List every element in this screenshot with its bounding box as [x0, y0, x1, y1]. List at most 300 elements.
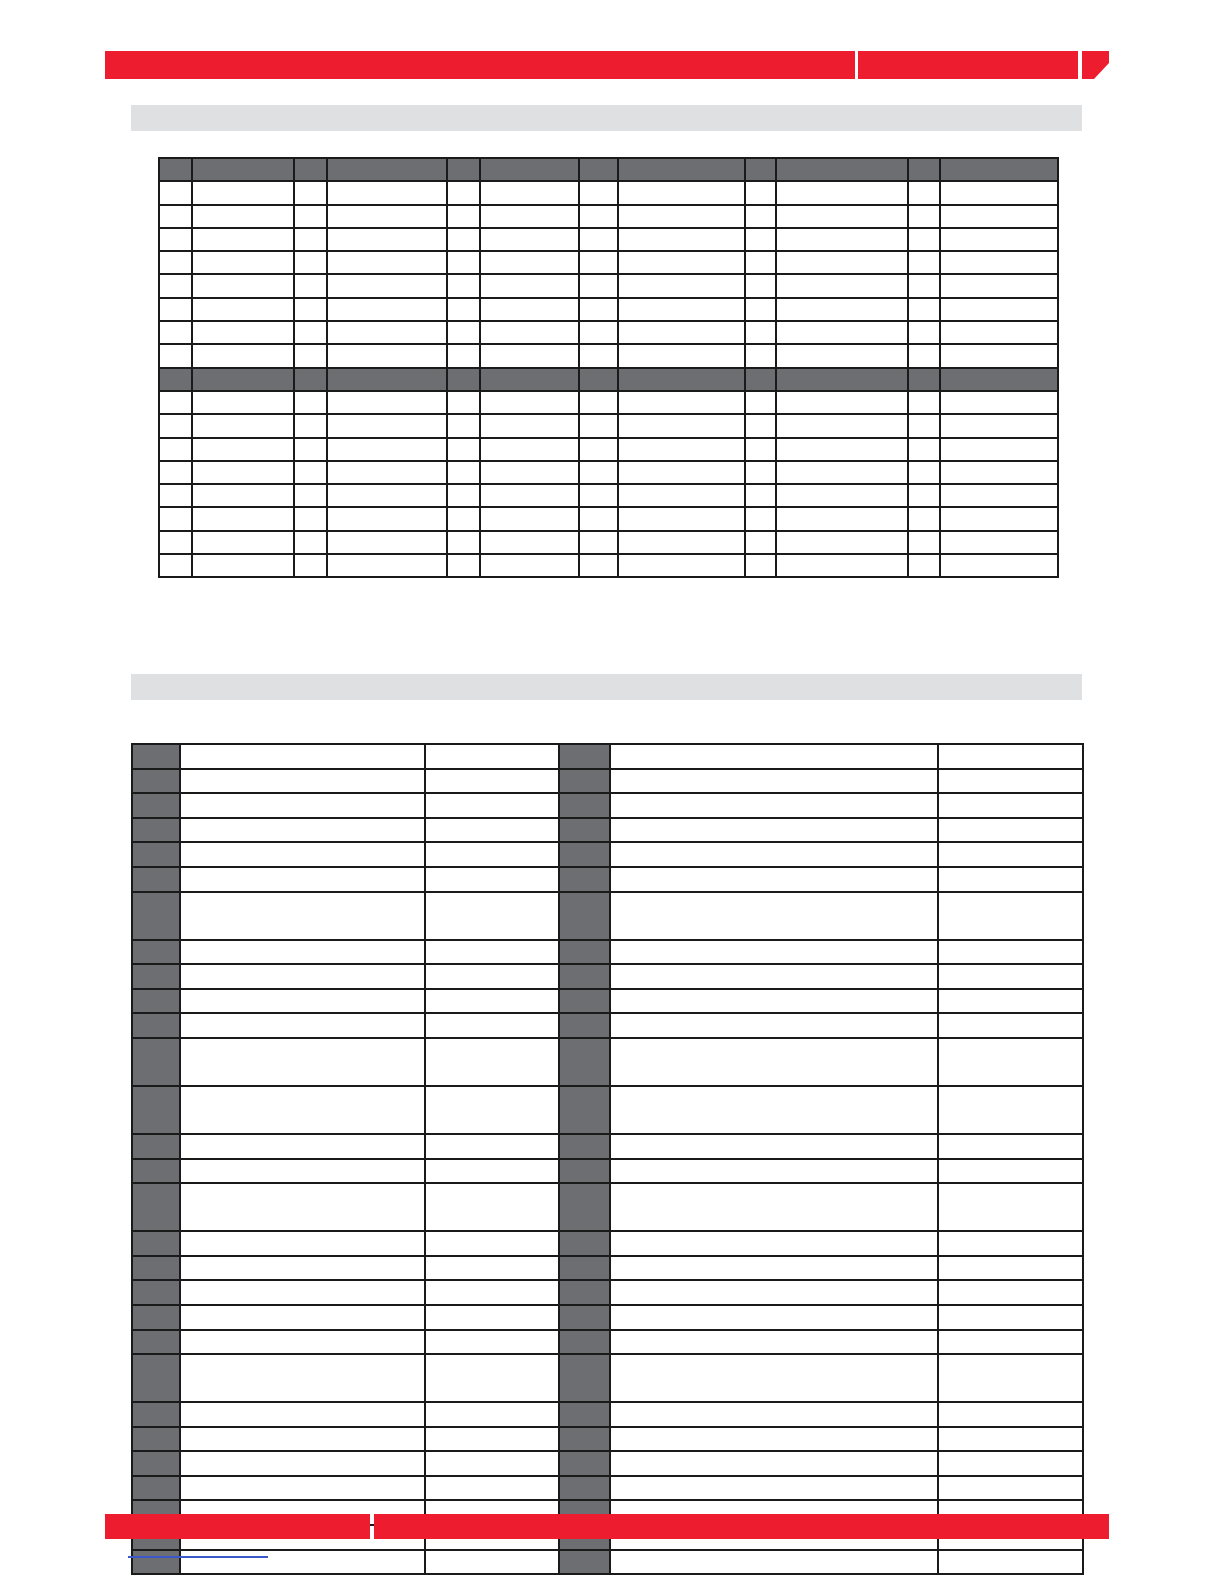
table-row — [132, 989, 1083, 1014]
table-cell — [180, 769, 425, 794]
table-cell — [425, 1330, 559, 1355]
table-cell — [180, 842, 425, 867]
code-cell — [132, 867, 180, 892]
table-cell — [425, 1256, 559, 1281]
table-cell — [618, 251, 745, 274]
table-cell — [180, 1159, 425, 1184]
table-cell — [908, 438, 940, 461]
table-cell — [180, 1013, 425, 1038]
table-cell — [180, 1305, 425, 1330]
code-cell — [559, 1354, 610, 1402]
table-cell — [447, 158, 480, 181]
table-cell — [908, 461, 940, 484]
table-cell — [447, 461, 480, 484]
table-cell — [327, 484, 447, 507]
table-row — [132, 769, 1083, 794]
code-cell — [132, 1280, 180, 1305]
footer-left-bar — [105, 1514, 370, 1539]
table-cell — [579, 531, 618, 554]
table-cell — [180, 1402, 425, 1427]
code-cell — [559, 1280, 610, 1305]
table-cell — [425, 744, 559, 769]
table-cell — [938, 867, 1083, 892]
table-cell — [192, 554, 294, 577]
table-cell — [294, 368, 327, 391]
table-cell — [447, 391, 480, 414]
table-cell — [192, 484, 294, 507]
table-cell — [618, 484, 745, 507]
table-cell — [579, 298, 618, 321]
table-cell — [940, 321, 1058, 344]
table-cell — [294, 484, 327, 507]
table-cell — [579, 344, 618, 367]
table-cell — [447, 368, 480, 391]
table-cell — [579, 228, 618, 251]
table-cell — [425, 1134, 559, 1159]
table-cell — [618, 344, 745, 367]
table-row — [159, 507, 1058, 530]
table-row — [132, 1427, 1083, 1452]
table-cell — [180, 1427, 425, 1452]
table-cell — [940, 414, 1058, 437]
code-cell — [132, 964, 180, 989]
table-cell — [776, 298, 908, 321]
table-cell — [745, 158, 776, 181]
table-cell — [425, 892, 559, 940]
code-cell — [132, 892, 180, 940]
table-cell — [480, 321, 579, 344]
table-cell — [192, 438, 294, 461]
table-cell — [480, 228, 579, 251]
table-cell — [180, 1256, 425, 1281]
code-cell — [559, 1550, 610, 1575]
code-cell — [132, 1476, 180, 1501]
table-cell — [294, 274, 327, 297]
table-cell — [618, 368, 745, 391]
table-cell — [776, 391, 908, 414]
table-cell — [159, 205, 192, 228]
table-cell — [327, 391, 447, 414]
table-cell — [745, 274, 776, 297]
table-row — [132, 1013, 1083, 1038]
table-cell — [159, 484, 192, 507]
section-2-title-band — [131, 674, 1082, 700]
table-cell — [938, 842, 1083, 867]
table-cell — [480, 368, 579, 391]
code-cell — [132, 818, 180, 843]
table-row — [132, 1159, 1083, 1184]
table-cell — [159, 251, 192, 274]
table-row — [132, 1183, 1083, 1231]
table-row — [159, 438, 1058, 461]
table-row — [159, 181, 1058, 204]
table-cell — [610, 940, 938, 965]
table-cell — [745, 181, 776, 204]
table-cell — [938, 892, 1083, 940]
table-cell — [938, 964, 1083, 989]
table-cell — [480, 344, 579, 367]
table-cell — [180, 744, 425, 769]
table-cell — [192, 391, 294, 414]
code-cell — [559, 940, 610, 965]
table-cell — [908, 158, 940, 181]
table-row — [132, 1451, 1083, 1476]
table-cell — [327, 251, 447, 274]
table-cell — [745, 484, 776, 507]
table-cell — [776, 461, 908, 484]
code-cell — [559, 1013, 610, 1038]
table-cell — [425, 1183, 559, 1231]
code-cell — [559, 1159, 610, 1184]
table-cell — [192, 298, 294, 321]
table-cell — [776, 274, 908, 297]
table-cell — [940, 438, 1058, 461]
table-cell — [938, 1231, 1083, 1256]
table-cell — [610, 1354, 938, 1402]
table-row — [159, 344, 1058, 367]
table-cell — [610, 964, 938, 989]
code-cell — [559, 1476, 610, 1501]
table-cell — [180, 867, 425, 892]
table-cell — [447, 298, 480, 321]
table-cell — [908, 414, 940, 437]
table-cell — [579, 181, 618, 204]
table-cell — [776, 438, 908, 461]
table-cell — [745, 554, 776, 577]
code-cell — [132, 793, 180, 818]
table-cell — [938, 1086, 1083, 1134]
table-cell — [294, 391, 327, 414]
table-cell — [618, 414, 745, 437]
table-cell — [192, 181, 294, 204]
code-cell — [559, 1183, 610, 1231]
code-cell — [132, 1183, 180, 1231]
table-cell — [327, 158, 447, 181]
table-cell — [610, 1013, 938, 1038]
code-cell — [559, 1451, 610, 1476]
table-cell — [745, 228, 776, 251]
table-cell — [159, 414, 192, 437]
table-cell — [425, 989, 559, 1014]
code-cell — [559, 1231, 610, 1256]
table-cell — [940, 368, 1058, 391]
table-row — [159, 531, 1058, 554]
grid-table — [158, 157, 1059, 578]
code-cell — [559, 1427, 610, 1452]
code-cell — [559, 818, 610, 843]
table-cell — [180, 1183, 425, 1231]
code-cell — [559, 1038, 610, 1086]
code-cell — [559, 1086, 610, 1134]
table-cell — [610, 1476, 938, 1501]
table-cell — [940, 507, 1058, 530]
table-cell — [618, 554, 745, 577]
table-cell — [938, 1280, 1083, 1305]
table-row — [132, 1330, 1083, 1355]
table-cell — [425, 1231, 559, 1256]
code-cell — [132, 744, 180, 769]
table-cell — [618, 321, 745, 344]
table-cell — [294, 251, 327, 274]
table-cell — [447, 484, 480, 507]
table-cell — [480, 251, 579, 274]
table-cell — [180, 1231, 425, 1256]
table-cell — [618, 461, 745, 484]
table-cell — [294, 414, 327, 437]
table-row — [159, 321, 1058, 344]
table-cell — [938, 1038, 1083, 1086]
table-cell — [610, 1134, 938, 1159]
table-cell — [192, 368, 294, 391]
table-cell — [610, 1038, 938, 1086]
table-cell — [294, 298, 327, 321]
code-cell — [132, 1159, 180, 1184]
table-cell — [618, 181, 745, 204]
table-cell — [579, 321, 618, 344]
table-cell — [447, 321, 480, 344]
table-cell — [480, 507, 579, 530]
code-cell — [132, 1550, 180, 1575]
table-cell — [745, 414, 776, 437]
table-cell — [745, 321, 776, 344]
table-cell — [480, 484, 579, 507]
table-cell — [192, 251, 294, 274]
table-cell — [940, 205, 1058, 228]
table-cell — [776, 251, 908, 274]
table-cell — [776, 205, 908, 228]
table-cell — [579, 158, 618, 181]
table-cell — [192, 507, 294, 530]
code-cell — [132, 1305, 180, 1330]
table-cell — [159, 554, 192, 577]
table-cell — [425, 1451, 559, 1476]
table-row — [132, 1402, 1083, 1427]
table-cell — [159, 158, 192, 181]
table-cell — [776, 554, 908, 577]
table-cell — [776, 181, 908, 204]
table-cell — [776, 414, 908, 437]
table-cell — [425, 1013, 559, 1038]
table-cell — [745, 251, 776, 274]
table-cell — [745, 391, 776, 414]
table-cell — [610, 818, 938, 843]
table-cell — [447, 228, 480, 251]
section-1-title-band — [131, 105, 1082, 131]
table-cell — [192, 461, 294, 484]
table-row — [132, 1231, 1083, 1256]
table-cell — [618, 391, 745, 414]
table-cell — [610, 1183, 938, 1231]
table-cell — [180, 1330, 425, 1355]
code-cell — [559, 989, 610, 1014]
table-cell — [425, 769, 559, 794]
table-row — [159, 228, 1058, 251]
table-cell — [294, 158, 327, 181]
table-cell — [480, 274, 579, 297]
table-cell — [610, 769, 938, 794]
table-cell — [938, 1134, 1083, 1159]
code-cell — [559, 867, 610, 892]
table-cell — [327, 274, 447, 297]
table-cell — [425, 1086, 559, 1134]
code-cell — [559, 769, 610, 794]
code-cell — [559, 964, 610, 989]
table-cell — [447, 344, 480, 367]
table-cell — [908, 368, 940, 391]
table-cell — [618, 438, 745, 461]
table-cell — [908, 228, 940, 251]
table-row — [132, 1476, 1083, 1501]
table-cell — [610, 1330, 938, 1355]
table-cell — [776, 368, 908, 391]
table-cell — [425, 1402, 559, 1427]
table-row — [132, 818, 1083, 843]
table-cell — [425, 964, 559, 989]
table-cell — [938, 744, 1083, 769]
footer-link[interactable] — [128, 1556, 268, 1558]
table-cell — [180, 1086, 425, 1134]
table-cell — [579, 368, 618, 391]
table-cell — [745, 205, 776, 228]
table-cell — [159, 298, 192, 321]
code-cell — [132, 1402, 180, 1427]
table-cell — [480, 298, 579, 321]
table-row — [159, 368, 1058, 391]
table-cell — [159, 344, 192, 367]
table-cell — [327, 438, 447, 461]
code-cell — [132, 1086, 180, 1134]
table-cell — [180, 793, 425, 818]
table-cell — [180, 1038, 425, 1086]
table-cell — [745, 461, 776, 484]
table-cell — [294, 531, 327, 554]
table-row — [159, 391, 1058, 414]
table-row — [159, 484, 1058, 507]
table-cell — [425, 1038, 559, 1086]
table-row — [132, 744, 1083, 769]
table-cell — [192, 414, 294, 437]
table-cell — [425, 1280, 559, 1305]
code-cell — [132, 1231, 180, 1256]
table-cell — [776, 321, 908, 344]
table-cell — [180, 1451, 425, 1476]
table-cell — [745, 531, 776, 554]
table-cell — [294, 344, 327, 367]
table-cell — [610, 1550, 938, 1575]
table-cell — [327, 298, 447, 321]
header-section-bar — [858, 51, 1078, 79]
table-cell — [938, 989, 1083, 1014]
table-cell — [159, 321, 192, 344]
table-cell — [776, 158, 908, 181]
table-cell — [776, 228, 908, 251]
table-row — [132, 1086, 1083, 1134]
table-cell — [610, 1280, 938, 1305]
table-row — [132, 1280, 1083, 1305]
table-cell — [294, 205, 327, 228]
table-cell — [938, 1427, 1083, 1452]
table-row — [132, 1256, 1083, 1281]
table-cell — [908, 484, 940, 507]
table-cell — [940, 228, 1058, 251]
code-cell — [559, 793, 610, 818]
table-cell — [447, 414, 480, 437]
table-cell — [579, 391, 618, 414]
table-cell — [480, 461, 579, 484]
table-cell — [610, 1256, 938, 1281]
table-cell — [908, 344, 940, 367]
table-cell — [192, 158, 294, 181]
table-cell — [294, 181, 327, 204]
table-cell — [159, 438, 192, 461]
table-cell — [940, 181, 1058, 204]
table-cell — [938, 1330, 1083, 1355]
table-cell — [447, 181, 480, 204]
table-cell — [447, 251, 480, 274]
table-cell — [480, 181, 579, 204]
table-cell — [908, 251, 940, 274]
table-cell — [447, 205, 480, 228]
table-cell — [180, 964, 425, 989]
table-cell — [610, 867, 938, 892]
table-cell — [938, 1550, 1083, 1575]
table-cell — [618, 507, 745, 530]
table-cell — [425, 940, 559, 965]
table-cell — [579, 251, 618, 274]
table-cell — [447, 274, 480, 297]
table-cell — [425, 1476, 559, 1501]
table-cell — [159, 461, 192, 484]
table-cell — [745, 344, 776, 367]
table-cell — [180, 989, 425, 1014]
table-cell — [425, 867, 559, 892]
table-cell — [447, 438, 480, 461]
table-cell — [180, 940, 425, 965]
code-cell — [559, 842, 610, 867]
table-cell — [327, 507, 447, 530]
table-cell — [940, 554, 1058, 577]
table-cell — [618, 298, 745, 321]
table-row — [159, 414, 1058, 437]
table-cell — [908, 181, 940, 204]
table-cell — [745, 507, 776, 530]
table-row — [132, 940, 1083, 965]
table-cell — [908, 205, 940, 228]
table-cell — [776, 531, 908, 554]
table-cell — [192, 321, 294, 344]
table-cell — [327, 414, 447, 437]
table-cell — [192, 228, 294, 251]
table-cell — [938, 1159, 1083, 1184]
table-cell — [425, 1159, 559, 1184]
table-cell — [327, 344, 447, 367]
table-cell — [425, 1305, 559, 1330]
table-cell — [159, 391, 192, 414]
table-cell — [327, 461, 447, 484]
table-cell — [579, 507, 618, 530]
table-cell — [180, 818, 425, 843]
table-cell — [938, 1305, 1083, 1330]
table-row — [132, 793, 1083, 818]
table-cell — [908, 507, 940, 530]
table-cell — [294, 507, 327, 530]
table-cell — [908, 391, 940, 414]
table-cell — [579, 274, 618, 297]
table-cell — [745, 438, 776, 461]
table-cell — [192, 531, 294, 554]
table-cell — [192, 205, 294, 228]
code-cell — [132, 989, 180, 1014]
